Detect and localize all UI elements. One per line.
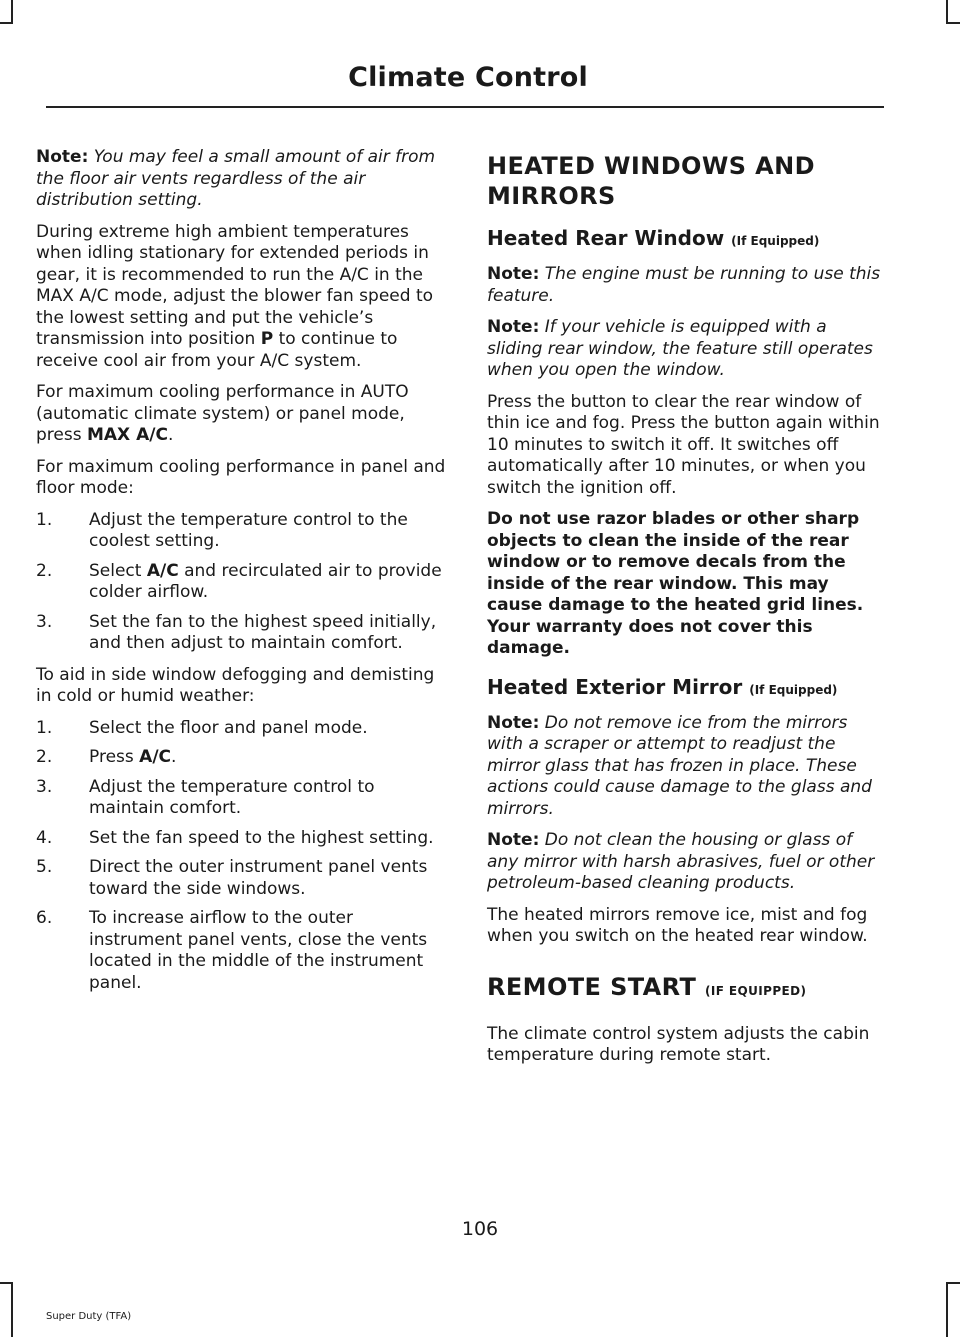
page-title: Climate Control [348, 62, 588, 93]
note [36, 147, 448, 212]
paragraph: To aid in side window defogging and demisting in cold or humid weather: [36, 664, 435, 706]
crop-mark [946, 0, 948, 24]
paragraph-text: During extreme high ambient temperatures when idling stationary for extended periods in gear, it is recommended to run the A/C in the MAX A/C mode, adjust the blower fan speed to the lowest setting and put the vehicle’s transmission into position [36, 221, 434, 349]
list-number: 1. [36, 509, 53, 530]
paragraph-text: to continue to receive cool air from your A/C system. [36, 329, 398, 371]
list-text: Select [89, 560, 147, 581]
crop-mark [946, 22, 960, 24]
note [487, 830, 882, 895]
list-text: and recirculated air to provide colder airflow. [89, 560, 442, 602]
numbered-list [36, 718, 448, 995]
numbered-list [36, 510, 448, 655]
crop-mark [946, 1282, 948, 1337]
crop-mark [11, 1282, 13, 1337]
if-equipped-tag: (If Equipped) [731, 234, 820, 248]
bold-text: A/C [139, 747, 171, 767]
list-text: Adjust the temperature control to maintain comfort. [89, 776, 375, 818]
section-heading: HEATED WINDOWS AND MIRRORS [487, 152, 815, 210]
paragraph [36, 222, 448, 373]
paragraph: The climate control system adjusts the cabin temperature during remote start. [487, 1023, 870, 1065]
note-label: Note: [487, 712, 540, 733]
note-text: Do not remove ice from the mirrors with a scraper or attempt to readjust the mirror glass that has frozen in place. These actions could cause damage to the glass and mirrors. [487, 712, 872, 819]
heading-text: REMOTE START [487, 972, 697, 1001]
list-text: Direct the outer instrument panel vents toward the side windows. [89, 857, 428, 899]
note-text: You may feel a small amount of air from the floor air vents regardless of the air distribution setting. [36, 147, 436, 210]
list-item [36, 747, 448, 769]
list-number: 1. [36, 717, 53, 738]
crop-mark [11, 0, 13, 24]
list-number: 3. [36, 611, 53, 632]
crop-mark [946, 1282, 960, 1284]
list-item [36, 828, 448, 850]
paragraph: The heated mirrors remove ice, mist and fog when you switch on the heated rear window. [487, 904, 868, 946]
paragraph-text: . [167, 425, 174, 445]
note-text: If your vehicle is equipped with a sliding rear window, the feature still operates when you open the window. [487, 317, 873, 380]
paragraph: Press the button to clear the rear window of thin ice and fog. Press the button again within 10 minutes to switch it off. It switches off automatically after 10 minutes, or when you switch the ignition off. [487, 391, 880, 498]
note-label: Note: [487, 830, 540, 850]
left-column [36, 147, 448, 1004]
list-item [36, 908, 448, 994]
if-equipped-tag: (IF EQUIPPED) [705, 983, 807, 998]
bold-text: P [260, 329, 274, 349]
list-text: To increase airflow to the outer instrument panel vents, close the vents located in the middle of the instrument panel. [89, 908, 428, 993]
bold-text: A/C [146, 560, 179, 581]
note [487, 264, 882, 307]
if-equipped-tag: (If Equipped) [749, 682, 838, 697]
crop-mark [0, 22, 13, 24]
note-label: Note: [487, 264, 540, 284]
list-number: 3. [36, 776, 53, 797]
paragraph: For maximum cooling performance in panel and floor mode: [36, 456, 446, 498]
note-text: Do not clean the housing or glass of any mirror with harsh abrasives, fuel or other petroleum-based cleaning products. [487, 830, 875, 893]
list-item [36, 510, 448, 553]
heading-text: Heated Rear Window [487, 226, 725, 250]
paragraph [36, 382, 448, 447]
note-label: Note: [487, 317, 540, 337]
list-item [36, 718, 448, 740]
subsection-heading [487, 674, 882, 703]
note [487, 713, 882, 821]
section-heading [487, 972, 882, 1006]
list-text: Set the fan speed to the highest setting. [89, 827, 434, 848]
list-text: Press [89, 747, 140, 767]
list-text: Adjust the temperature control to the coolest setting. [89, 509, 408, 551]
heading-text: Heated Exterior Mirror [487, 674, 743, 699]
list-item [36, 777, 448, 820]
note-label: Note: [36, 147, 89, 167]
bold-text: MAX A/C [86, 425, 168, 445]
note [487, 317, 882, 382]
list-item [36, 857, 448, 900]
list-text: Set the fan to the highest speed initially, and then adjust to maintain comfort. [89, 611, 437, 653]
header-divider [46, 106, 884, 108]
list-number: 5. [36, 857, 53, 877]
warning-text: Do not use razor blades or other sharp objects to clean the inside of the rear window or to remove decals from the inside of the rear window. This may cause damage to the heated grid lines. Your warranty does not cover this damage. [487, 509, 864, 658]
list-number: 4. [36, 827, 53, 848]
list-text: Select the floor and panel mode. [89, 717, 368, 738]
footer-model: Super Duty (TFA) [46, 1311, 132, 1322]
list-item [36, 561, 448, 604]
list-number: 2. [36, 747, 53, 767]
list-number: 6. [36, 908, 53, 928]
list-number: 2. [36, 560, 53, 581]
list-item [36, 612, 448, 655]
page-number: 106 [461, 1218, 499, 1240]
right-column [487, 147, 882, 1077]
subsection-heading [487, 225, 882, 254]
list-text: . [171, 747, 177, 767]
paragraph-text: For maximum cooling performance in AUTO (automatic climate system) or panel mode, press [36, 382, 409, 445]
crop-mark [0, 1282, 13, 1284]
note-text: The engine must be running to use this feature. [487, 264, 881, 306]
